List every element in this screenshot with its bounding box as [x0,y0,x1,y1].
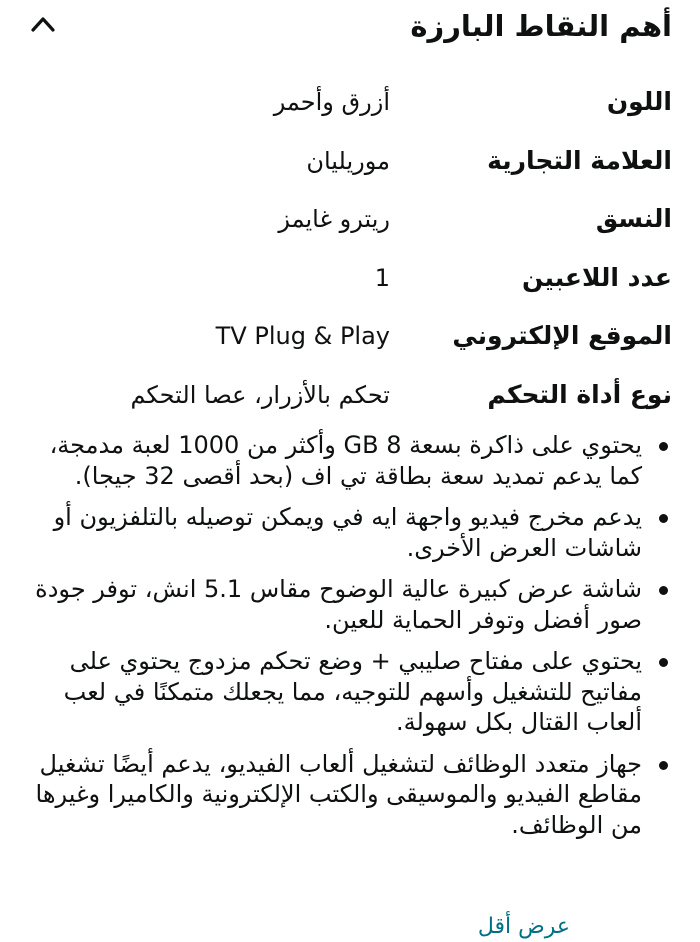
spec-value: ريترو غايمز [278,205,390,233]
bullet-dot-icon [659,442,668,451]
spec-label: النسق [595,204,672,233]
section-header [0,0,700,54]
bullet-text: يدعم مخرج فيديو واجهة ايه في ويمكن توصيله بالتلفزيون أو شاشات العرض الأخرى. [53,503,642,562]
bullet-text: جهاز متعدد الوظائف لتشغيل ألعاب الفيديو، يدعم أيضًا تشغيل مقاطع الفيديو والموسيقى والكتب الإلكترونية والكاميرا وغيرها من الوظائف. [35,749,642,839]
list-item [28,646,672,738]
section-title: أهم النقاط البارزة [410,9,672,43]
bullet-dot-icon [659,514,668,523]
spec-label: العلامة التجارية [487,145,672,175]
specs-table [28,72,672,423]
spec-row-brand [28,131,672,190]
spec-row-players [28,248,672,307]
feature-bullets [28,430,672,851]
spec-value: أزرق وأحمر [273,88,390,116]
spec-value: تحكم بالأزرار، عصا التحكم [130,380,390,409]
collapse-button[interactable] [24,8,62,40]
list-item [28,574,672,635]
bullet-text: يحتوي على مفتاح صليبي + وضع تحكم مزدوج يحتوي على مفاتيح للتشغيل وأسهم للتوجيه، مما يجعلك متمكنًا في لعب ألعاب القتال بكل سهولة. [63,647,642,736]
spec-label: اللون [606,87,672,116]
list-item [28,430,672,491]
list-item [28,502,672,563]
spec-row-style [28,189,672,248]
bullet-dot-icon [659,586,668,595]
spec-row-controller-type [28,365,672,424]
bullet-dot-icon [659,658,668,667]
spec-value: 1 [374,263,390,292]
chevron-up-icon [30,15,56,33]
see-less-link[interactable]: عرض أقل [477,914,570,939]
bullet-text: يحتوي على ذاكرة بسعة 8 GB وأكثر من 1000 لعبة مدمجة، كما يدعم تمديد سعة بطاقة تي اف (بحد أقصى 32 جيجا). [49,431,642,490]
spec-label: نوع أداة التحكم [487,379,672,409]
spec-label: عدد اللاعبين [522,262,672,292]
spec-label: الموقع الإلكتروني [452,321,672,350]
spec-row-connectivity [28,306,672,365]
spec-row-color [28,72,672,131]
bullet-dot-icon [659,761,668,770]
spec-value: موريليان [306,146,390,175]
spec-value: TV Plug & Play [215,322,390,350]
bullet-text: شاشة عرض كبيرة عالية الوضوح مقاس 5.1 انش، توفر جودة صور أفضل وتوفر الحماية للعين. [35,575,642,634]
list-item [28,749,672,841]
